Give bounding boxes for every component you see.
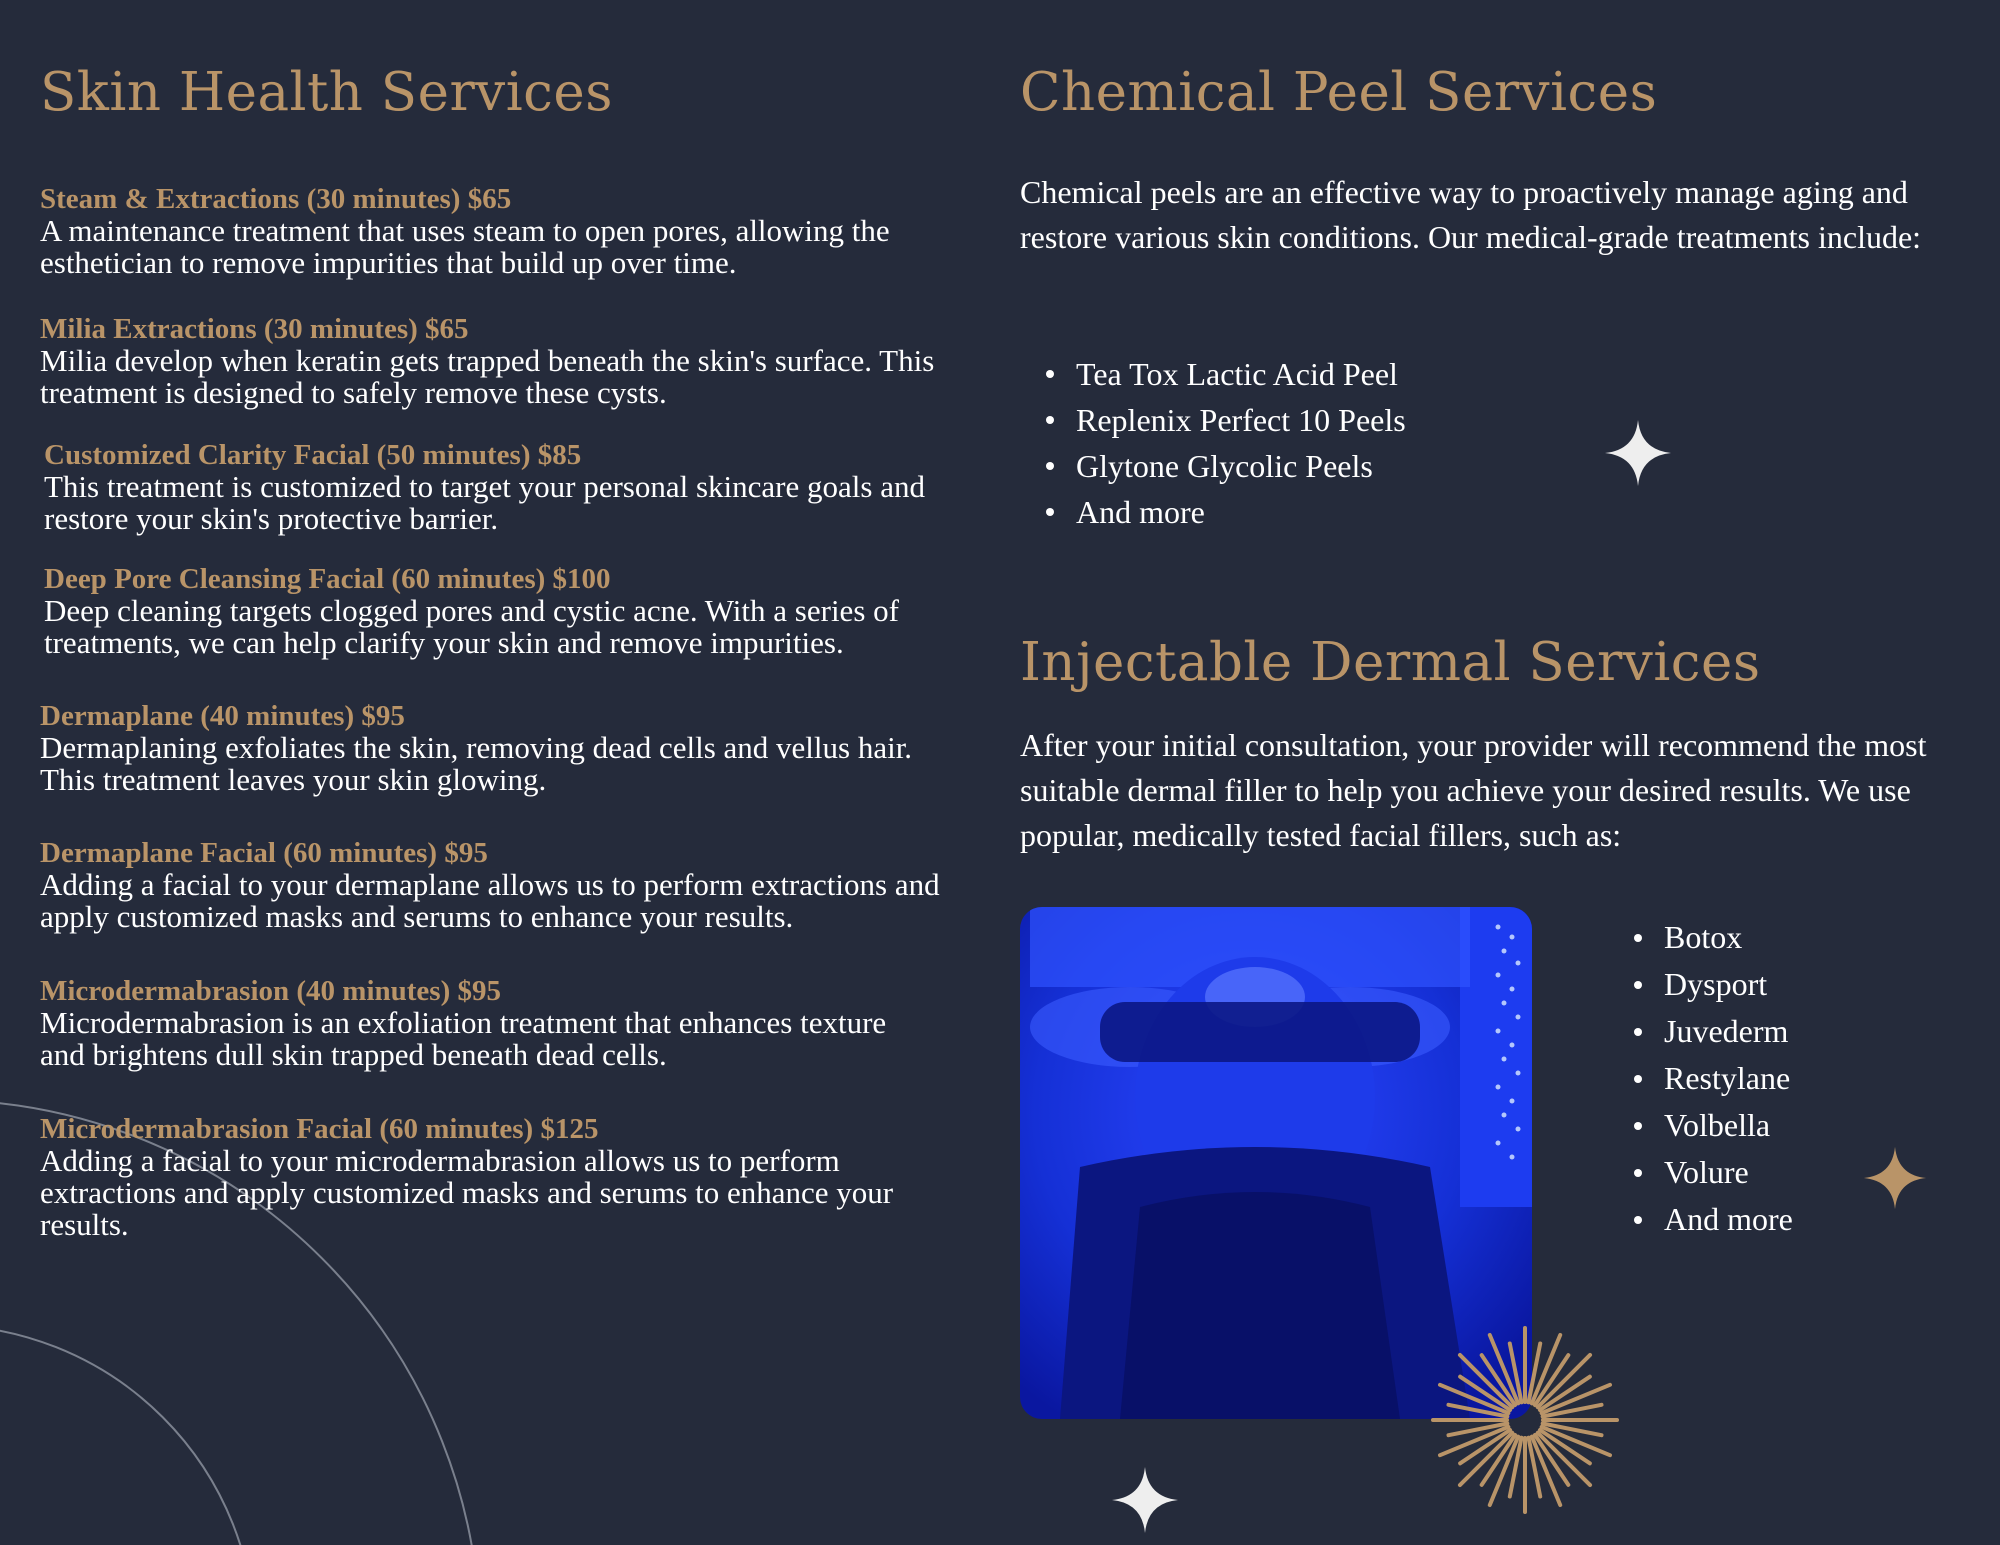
dermal-filler-list: [1628, 914, 1793, 1243]
service-title: Deep Pore Cleansing Facial (60 minutes) $100: [44, 563, 611, 595]
injectable-dermal-intro: After your initial consultation, your provider will recommend the most suitable dermal filler to help you achieve your desired results. We use popular, medically tested facial fillers, such as:: [1020, 727, 1927, 853]
list-item: Volure: [1628, 1149, 1793, 1196]
service-title: Milia Extractions (30 minutes) $65: [40, 313, 469, 345]
list-item: Glytone Glycolic Peels: [1040, 443, 1406, 489]
service-title: Microdermabrasion Facial (60 minutes) $125: [40, 1113, 599, 1145]
service-description: Adding a facial to your dermaplane allows us to perform extractions and apply customized masks and serums to enhance your results.: [40, 867, 940, 934]
white-sparkle-icon: [1603, 418, 1673, 488]
service-description: Microdermabrasion is an exfoliation treatment that enhances texture and brightens dull skin trapped beneath dead cells.: [40, 1005, 887, 1072]
injectable-dermal-heading: Injectable Dermal Services: [1020, 632, 1761, 693]
service-description: A maintenance treatment that uses steam to open pores, allowing the esthetician to remove impurities that build up over time.: [40, 213, 890, 280]
gold-starburst-icon: [1430, 1325, 1620, 1515]
list-item: Juvederm: [1628, 1008, 1793, 1055]
service-description: Dermaplaning exfoliates the skin, removing dead cells and vellus hair. This treatment leaves your skin glowing.: [40, 730, 913, 797]
chemical-peel-intro: Chemical peels are an effective way to proactively manage aging and restore various skin conditions. Our medical-grade treatments include:: [1020, 174, 1922, 255]
list-item: Restylane: [1628, 1055, 1793, 1102]
chemical-peel-heading: Chemical Peel Services: [1020, 62, 1658, 123]
service-description: Milia develop when keratin gets trapped beneath the skin's surface. This treatment is designed to safely remove these cysts.: [40, 343, 935, 410]
list-item: Volbella: [1628, 1102, 1793, 1149]
service-customized-clarity-facial: [44, 439, 1014, 535]
service-description: This treatment is customized to target your personal skincare goals and restore your skin's protective barrier.: [44, 469, 925, 536]
service-microdermabrasion: [40, 975, 1010, 1071]
service-title: Customized Clarity Facial (50 minutes) $85: [44, 439, 582, 471]
service-description: Deep cleaning targets clogged pores and cystic acne. With a series of treatments, we can help clarify your skin and remove impurities.: [44, 593, 899, 660]
list-item: Botox: [1628, 914, 1793, 961]
service-description: Adding a facial to your microdermabrasion allows us to perform extractions and apply customized masks and serums to enhance your results.: [40, 1143, 894, 1242]
service-steam-extractions: [40, 183, 1010, 279]
chemical-peel-list: [1040, 351, 1406, 535]
service-title: Steam & Extractions (30 minutes) $65: [40, 183, 512, 215]
list-item: Tea Tox Lactic Acid Peel: [1040, 351, 1406, 397]
service-deep-pore-cleansing-facial: [44, 563, 1014, 659]
gold-sparkle-icon: [1862, 1145, 1928, 1211]
list-item: Dysport: [1628, 961, 1793, 1008]
skin-health-heading: Skin Health Services: [40, 62, 613, 123]
service-microdermabrasion-facial: [40, 1113, 1010, 1241]
list-item: And more: [1628, 1196, 1793, 1243]
service-title: Dermaplane (40 minutes) $95: [40, 700, 405, 732]
service-milia-extractions: [40, 313, 1010, 409]
service-dermaplane: [40, 700, 1010, 796]
service-dermaplane-facial: [40, 837, 1010, 933]
white-sparkle-icon: [1110, 1465, 1180, 1535]
list-item: And more: [1040, 489, 1406, 535]
service-title: Microdermabrasion (40 minutes) $95: [40, 975, 501, 1007]
service-title: Dermaplane Facial (60 minutes) $95: [40, 837, 488, 869]
list-item: Replenix Perfect 10 Peels: [1040, 397, 1406, 443]
